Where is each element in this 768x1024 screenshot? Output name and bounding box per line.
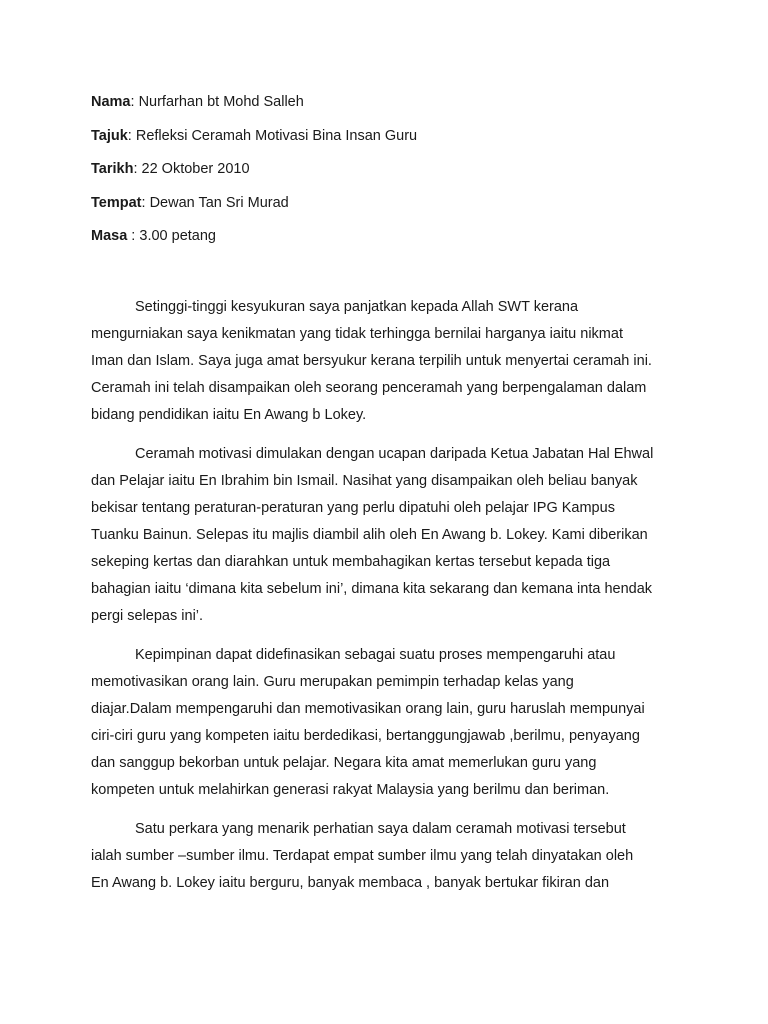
info-separator: :: [141, 194, 150, 211]
text-line: pergi selepas ini’.: [91, 608, 204, 624]
info-separator: :: [127, 127, 136, 144]
body-text: [91, 294, 681, 909]
info-label: Tarikh: [91, 161, 134, 177]
info-separator: :: [130, 94, 139, 110]
info-separator: :: [133, 161, 142, 177]
text-line: Satu perkara yang menarik perhatian saya dalam ceramah motivasi tersebut: [135, 821, 626, 837]
paragraph: [91, 816, 681, 897]
text-line: kompeten untuk melahirkan generasi rakyat Malaysia yang berilmu dan beriman.: [91, 782, 610, 798]
header-info: [91, 91, 691, 259]
info-separator: :: [127, 228, 140, 244]
info-masa: [91, 225, 691, 247]
text-line: Iman dan Islam. Saya juga amat bersyukur kerana terpilih untuk menyertai ceramah ini.: [91, 353, 652, 369]
text-line: Tuanku Bainun. Selepas itu majlis diambil alih oleh En Awang b. Lokey. Kami diberikan: [91, 527, 648, 543]
text-line: mengurniakan saya kenikmatan yang tidak terhingga bernilai harganya iaitu nikmat: [91, 326, 623, 342]
text-line: dan Pelajar iaitu En Ibrahim bin Ismail. Nasihat yang disampaikan oleh beliau banyak: [91, 473, 638, 489]
text-line: bekisar tentang peraturan-peraturan yang perlu dipatuhi oleh pelajar IPG Kampus: [91, 500, 615, 516]
paragraph: [91, 294, 681, 429]
text-line: bidang pendidikan iaitu En Awang b Lokey.: [91, 407, 367, 423]
info-tajuk: [91, 125, 691, 147]
text-line: sekeping kertas dan diarahkan untuk membahagikan kertas tersebut kepada tiga: [91, 554, 611, 570]
info-label: Tempat: [91, 194, 142, 211]
info-label: Tajuk: [91, 127, 128, 144]
text-line: Ceramah ini telah disampaikan oleh seorang penceramah yang berpengalaman dalam: [91, 380, 647, 396]
text-line: dan sanggup bekorban untuk pelajar. Negara kita amat memerlukan guru yang: [91, 755, 597, 771]
text-line: bahagian iaitu ‘dimana kita sebelum ini’, dimana kita sekarang dan kemana inta hendak: [91, 581, 653, 597]
info-tarikh: [91, 158, 691, 180]
paragraph: [91, 642, 681, 804]
text-line: Kepimpinan dapat didefinasikan sebagai suatu proses mempengaruhi atau: [135, 647, 616, 663]
info-value: Nurfarhan bt Mohd Salleh: [138, 94, 304, 110]
text-line: Setinggi-tinggi kesyukuran saya panjatkan kepada Allah SWT kerana: [135, 299, 579, 315]
info-label: Masa: [91, 228, 128, 244]
info-value: Refleksi Ceramah Motivasi Bina Insan Guru: [135, 127, 418, 144]
info-value: 3.00 petang: [139, 228, 216, 244]
text-line: ialah sumber –sumber ilmu. Terdapat empat sumber ilmu yang telah dinyatakan oleh: [91, 848, 634, 864]
text-line: ciri-ciri guru yang kompeten iaitu berdedikasi, bertanggungjawab ,berilmu, penyayang: [91, 728, 640, 744]
text-line: Ceramah motivasi dimulakan dengan ucapan daripada Ketua Jabatan Hal Ehwal: [135, 446, 654, 462]
info-value: 22 Oktober 2010: [141, 161, 250, 177]
info-nama: [91, 91, 691, 113]
info-label: Nama: [91, 94, 131, 110]
info-tempat: [91, 192, 691, 214]
text-line: En Awang b. Lokey iaitu berguru, banyak membaca , banyak bertukar fikiran dan: [91, 875, 610, 891]
text-line: memotivasikan orang lain. Guru merupakan pemimpin terhadap kelas yang: [91, 674, 574, 690]
info-value: Dewan Tan Sri Murad: [149, 194, 289, 211]
paragraph: [91, 441, 681, 630]
text-line: diajar.Dalam mempengaruhi dan memotivasikan orang lain, guru haruslah mempunyai: [91, 701, 645, 717]
